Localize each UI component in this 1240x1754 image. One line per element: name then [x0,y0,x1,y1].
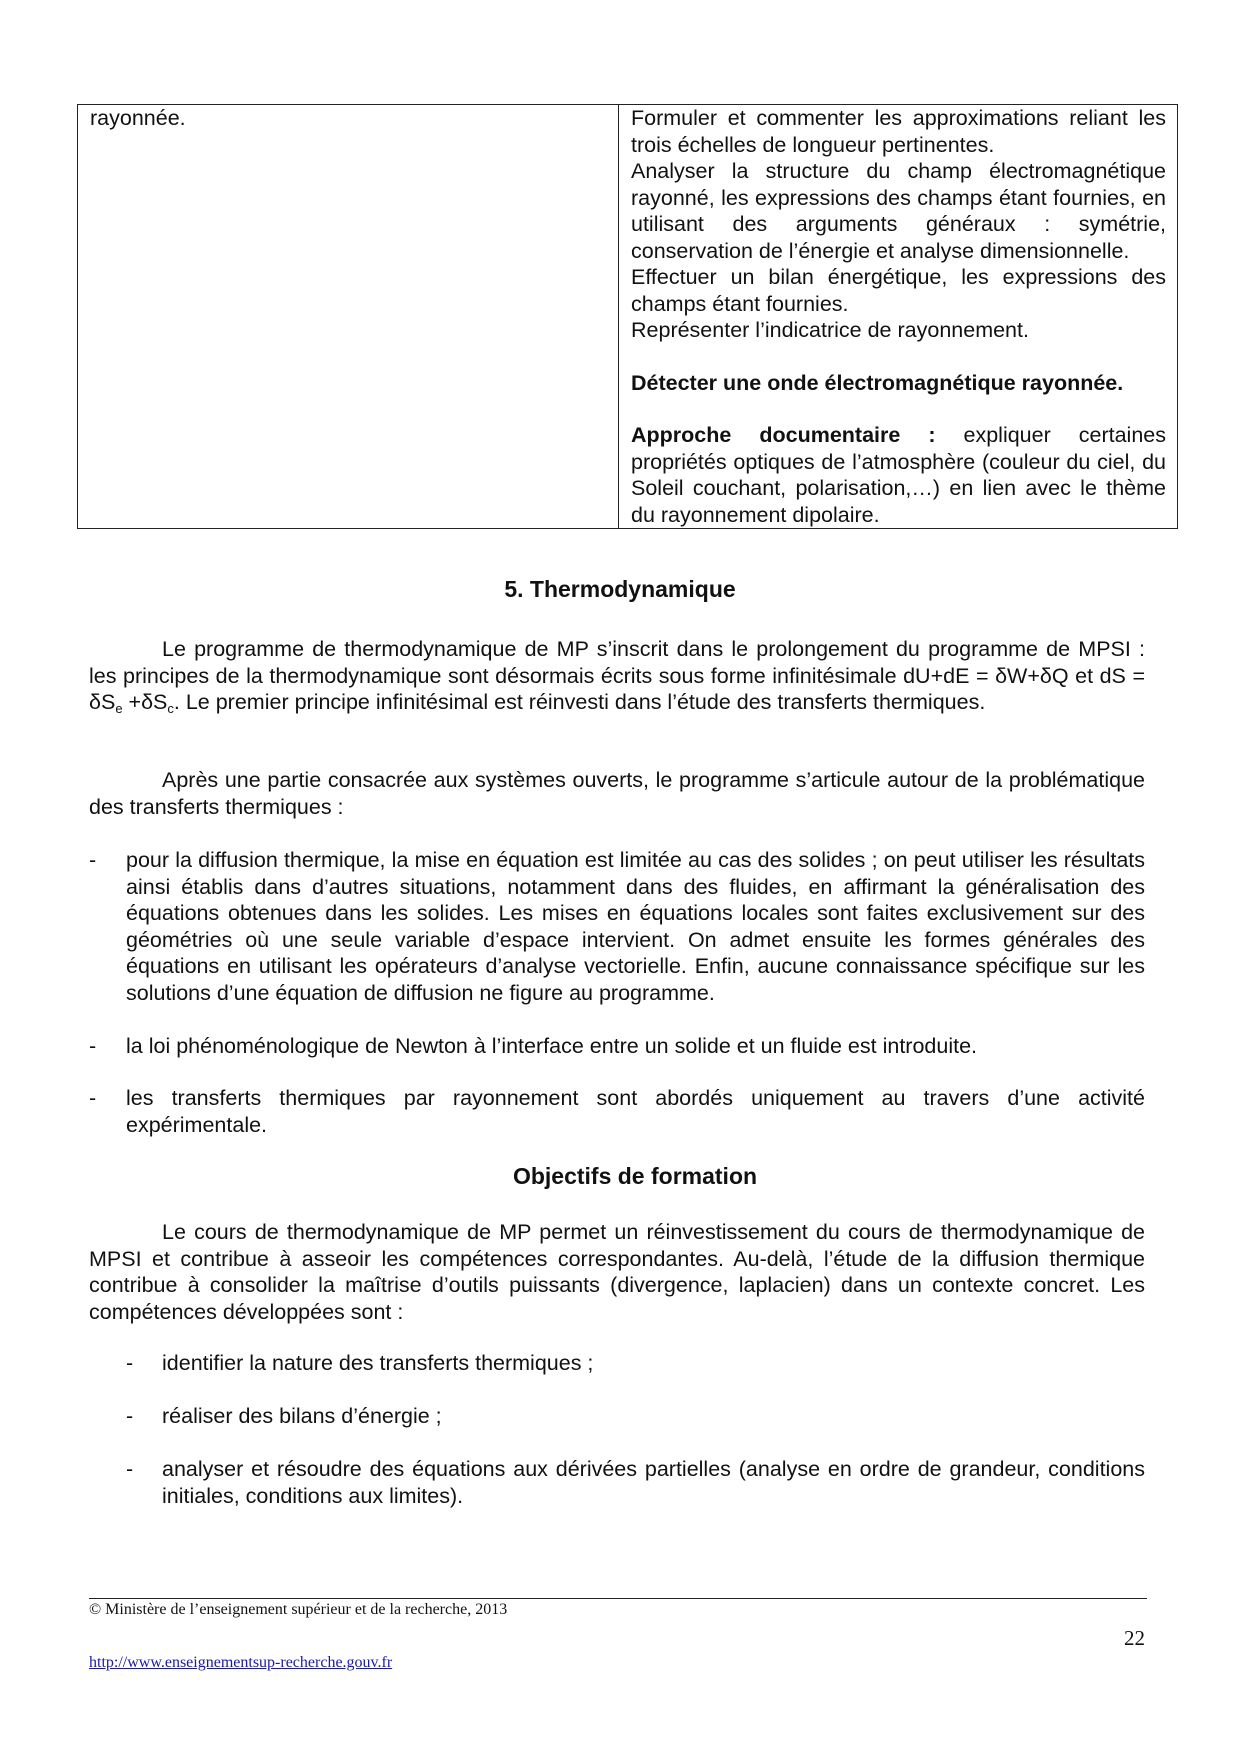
spacer [631,344,1166,370]
bullet-dash: - [126,1457,134,1481]
list-item-text: la loi phénoménologique de Newton à l’interface entre un solide et un fluide est introduite. [126,1034,978,1058]
competence-item [126,1456,1145,1509]
subscript-e: e [115,701,123,716]
competence-text: réaliser des bilans d’énergie ; [162,1404,442,1428]
capacite-line: Représenter l’indicatrice de rayonnement. [631,318,1029,342]
approche-label: Approche documentaire : [631,423,936,447]
paragraph-systemes-ouverts: Après une partie consacrée aux systèmes ouverts, le programme s’articule autour de la problématique des transferts thermiques : [89,768,1145,819]
section-title: 5. Thermodynamique [504,576,736,602]
spacer [631,396,1166,422]
objectifs-heading: Objectifs de formation [512,1163,758,1189]
footer-copyright: © Ministère de l’enseignement supérieur et de la recherche, 2013 [89,1601,508,1618]
approche-documentaire [631,422,1166,528]
subscript-c: c [167,701,174,716]
list-item-text: les transferts thermiques par rayonnement sont abordés uniquement au travers d’une activité expérimentale. [126,1086,1145,1137]
capacite-line: Analyser la structure du champ électromagnétique rayonné, les expressions des champs étant fournies, en utilisant des arguments généraux : symétrie, conservation de l’énergie et analyse dimensionnelle. [631,159,1166,263]
bold-capacite: Détecter une onde électromagnétique rayonnée. [631,370,1124,395]
bullet-dash: - [126,1404,134,1428]
objectifs-paragraph: Le cours de thermodynamique de MP permet un réinvestissement du cours de thermodynamique de MPSI et contribue à asseoir les compétences correspondantes. Au-delà, l’étude de la diffusion thermique contribue à consolider la maîtrise d’outils puissants (divergence, laplacien) dans un contexte concret. Les compétences développées sont : [89,1220,1145,1324]
competence-item [126,1403,1145,1430]
competence-text: analyser et résoudre des équations aux dérivées partielles (analyse en ordre de grandeur, conditions initiales, conditions aux limites). [162,1457,1145,1508]
notions-text: rayonnée. [90,106,186,130]
list-item [89,1033,1145,1060]
competence-text: identifier la nature des transferts thermiques ; [162,1351,594,1375]
bullet-dash: - [126,1351,134,1375]
notions-cell [78,105,619,529]
intro-text-b: +δS [122,690,168,714]
list-item [89,1085,1145,1138]
footer-url-link[interactable]: http://www.enseignementsup-recherche.gouv.fr [89,1654,393,1671]
list-item-text: pour la diffusion thermique, la mise en équation est limitée au cas des solides ; on peut utiliser les résultats ainsi établis dans d’autres situations, notamment dans des fluides, en affirmant la généralisation des équations obtenues dans les solides. Les mises en équations locales sont faites exclusivement sur des géométries où une seule variable d’espace intervient. On admet ensuite les formes générales des équations en utilisant les opérateurs d’analyse vectorielle. Enfin, aucune connaissance spécifique sur les solutions d’une équation de diffusion ne figure au programme. [126,848,1145,1005]
bullet-dash: - [89,1034,97,1058]
bullet-dash: - [89,1086,97,1110]
capacite-line: Formuler et commenter les approximations reliant les trois échelles de longueur pertinentes. [631,106,1166,157]
intro-text-c: . Le premier principe infinitésimal est réinvesti dans l’étude des transferts thermiques. [173,690,986,714]
program-table [77,104,1178,529]
capacites-cell [619,105,1178,529]
bullet-dash: - [89,848,97,872]
approche-text: expliquer certaines propriétés optiques de l’atmosphère (couleur du ciel, du Soleil couchant, polarisation,…) en lien avec le thème du rayonnement dipolaire. [631,423,1166,527]
competence-item [126,1350,1145,1377]
list-item [89,847,1145,1006]
intro-text-a: Le programme de thermodynamique de MP s’inscrit dans le prolongement du programme de MPSI : les principes de la thermodynamique sont désormais écrits sous forme infinitésimale dU+dE = δW+δQ et dS = δS [89,637,1145,714]
page-number: 22 [1124,1626,1145,1650]
table-row [78,105,1178,529]
capacite-line: Effectuer un bilan énergétique, les expressions des champs étant fournies. [631,265,1166,316]
footer-divider [89,1598,1147,1599]
intro-paragraph [89,636,1145,716]
